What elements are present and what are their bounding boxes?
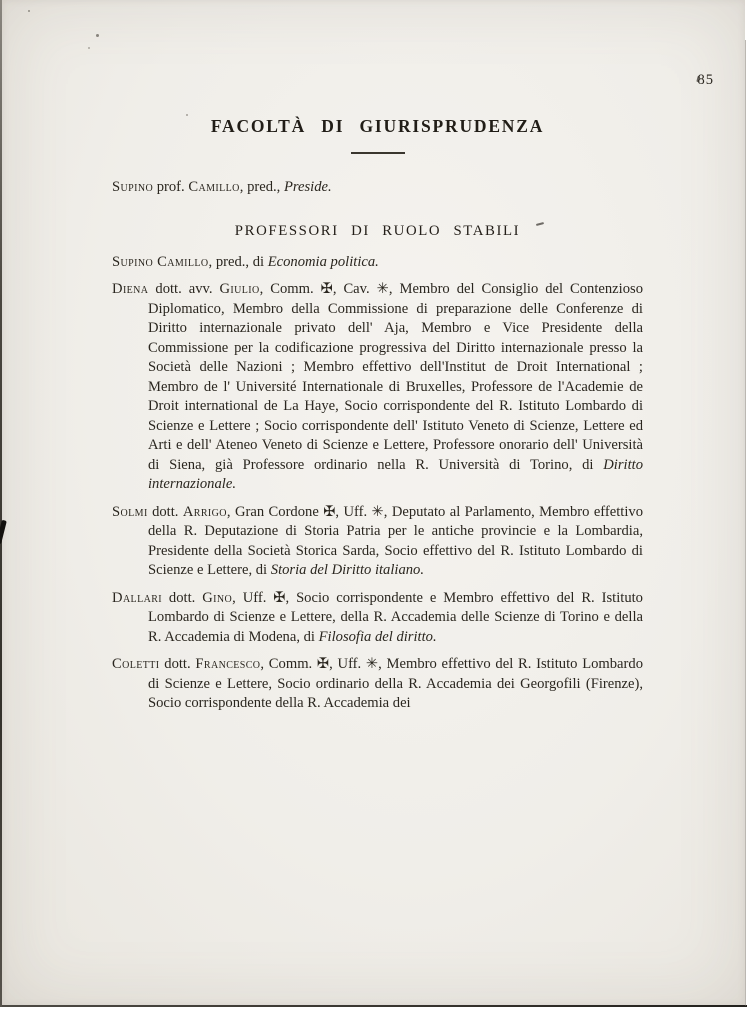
subject-italic: Preside. bbox=[283, 179, 332, 195]
entry-text: , Comm. ✠, Uff. ✳, Membro effettivo del R. Istituto Lombardo di Scienze e Lettere, Socio ordinario della R. Accademia dei Georgofili (Firenze), Socio corrispondente della R. Accademia dei bbox=[148, 656, 643, 711]
subject-italic: Diritto internazionale. bbox=[148, 456, 643, 492]
person-name: Supino Camillo bbox=[112, 253, 209, 270]
person-name: Dallari bbox=[112, 589, 162, 606]
scan-edge-right-line bbox=[745, 40, 746, 1006]
entry-text: , Comm. ✠, Cav. ✳, Membro del Consiglio del Contenzioso Diplomatico, Membro della Commissione di preparazione delle Conferenze di Diritto internazionale privato dell' Aja, Membro e Vice Presidente della Commissione per la codificazione progressiva del Diritto internazionale presso la Società delle Nazioni ; Membro effettivo dell'Institut de Droit International ; Membro de l' Université Internationale di Bruxelles, Professore de l'Academie de Droit international de La Haye, Socio corrispondente del R. Istituto Lombardo di Scienze e Lettere ; Socio corrispondente dell' Istituto Veneto di Scienze, Lettere ed Arti e dell' Ateneo Veneto di Scienze e Lettere, Professore onorario dell' Università di Siena, già Professore ordinario nella R. Università di Torino, di bbox=[148, 281, 643, 473]
professor-entry bbox=[112, 655, 643, 714]
entry-text: , Uff. ✠, Socio corrispondente e Membro effettivo del R. Istituto Lombardo di Scienze e Lettere, della R. Accademia delle Scienze di Torino e della R. Accademia di Modena, di bbox=[148, 589, 643, 645]
page-content bbox=[112, 0, 643, 714]
person-name: Francesco bbox=[195, 656, 261, 672]
subject-italic: Storia del Diritto italiano. bbox=[270, 562, 425, 578]
entry-text: , pred., bbox=[239, 179, 284, 195]
scan-speck bbox=[28, 10, 30, 12]
title-divider bbox=[351, 152, 405, 154]
page-title: FACOLTÀ DI GIURISPRUDENZA bbox=[210, 116, 545, 136]
person-name: Diena bbox=[112, 281, 149, 297]
professor-entry bbox=[112, 280, 643, 495]
subject-italic: Filosofia del diritto. bbox=[318, 628, 437, 645]
scan-speck bbox=[96, 34, 99, 37]
subject-italic: Economia politica. bbox=[267, 253, 379, 270]
person-name: Solmi bbox=[112, 503, 148, 520]
person-name: Gino bbox=[202, 589, 233, 606]
person-name: Arrigo bbox=[182, 503, 227, 520]
entry-text: dott. bbox=[162, 589, 203, 606]
scan-edge-left-line bbox=[0, 0, 2, 1007]
preside-line bbox=[112, 178, 643, 198]
entry-text: dott. avv. bbox=[148, 281, 220, 297]
section-heading: PROFESSORI DI RUOLO STABILI bbox=[234, 222, 521, 239]
page-number: 85 bbox=[697, 72, 714, 88]
professor-entry bbox=[112, 253, 643, 273]
entry-text: dott. bbox=[147, 503, 183, 520]
person-name: Giulio bbox=[219, 281, 260, 297]
scan-edge-bottom-line bbox=[2, 1005, 747, 1007]
entry-text: , pred., di bbox=[208, 253, 268, 270]
professor-list bbox=[112, 253, 643, 714]
entry-text: dott. bbox=[159, 656, 196, 672]
scan-speck bbox=[88, 47, 90, 49]
person-name: Coletti bbox=[112, 656, 160, 672]
professor-entry bbox=[112, 589, 643, 648]
professor-entry bbox=[112, 503, 643, 581]
entry-text: , Gran Cordone ✠, Uff. ✳, Deputato al Parlamento, Membro effettivo della R. Deputazione di Storia Patria per le antiche provincie e la Lombardia, Presidente della Società Storica Sarda, Socio effettivo del R. Istituto Lombardo di Scienze e Lettere, di bbox=[148, 503, 643, 578]
entry-text: prof. bbox=[153, 179, 189, 195]
person-name: Camillo bbox=[188, 179, 240, 195]
person-name: Supino bbox=[112, 179, 154, 195]
